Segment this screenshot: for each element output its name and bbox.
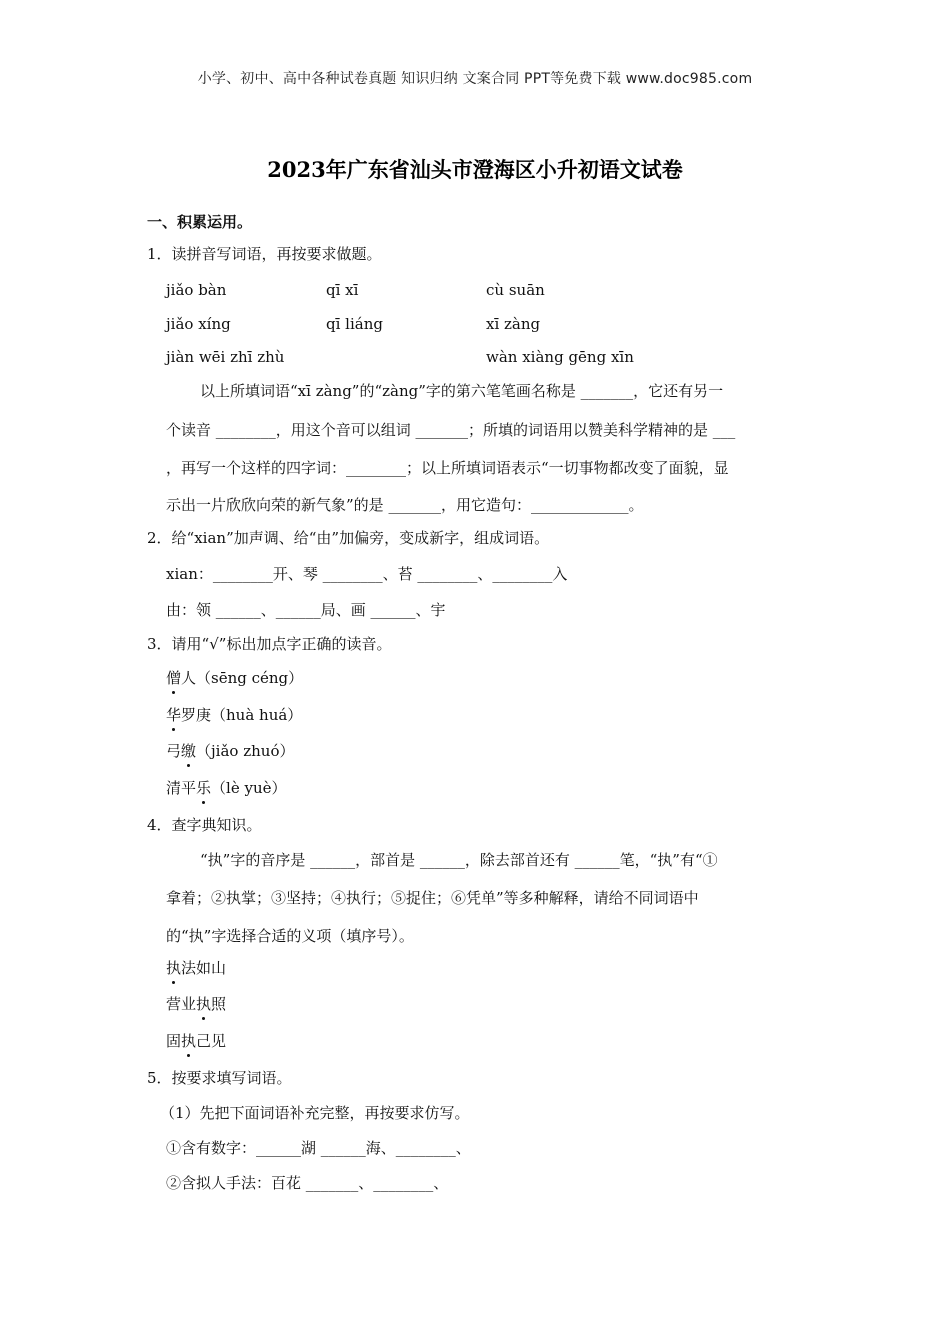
item-text: 弓 (166, 742, 182, 760)
item-text: 照 (211, 995, 227, 1013)
item-text: 人（sēng céng） (181, 669, 304, 687)
pinyin-cell: cù suān (486, 281, 545, 299)
item-text: 营业 (166, 995, 197, 1013)
item-text: 罗庚（huà huá） (181, 706, 303, 724)
question-1-text: 个读音 ________，用这个音可以组词 _______；所填的词语用以赞美科学精神的是 ___ (166, 421, 736, 439)
pinyin-cell: xī zàng (486, 315, 541, 333)
question-5-prompt: 5．按要求填写词语。 (147, 1069, 292, 1087)
question-1-text: ，再写一个这样的四字词：________；以上所填词语表示“一切事物都改变了面貌，显 (166, 459, 729, 477)
question-2-line: 由：领 ______、______局、画 ______、宇 (166, 601, 446, 619)
pinyin-cell: qī xī (326, 281, 359, 299)
question-1-text: 以上所填词语“xī zàng”的“zàng”字的第六笔笔画名称是 _______，它还有另一 (200, 382, 724, 400)
item-text: （lè yuè） (211, 779, 287, 797)
question-4-text: “执”字的音序是 ______，部首是 ______，除去部首还有 ______笔，“执”有“① (200, 851, 718, 869)
word-item (166, 958, 226, 978)
question-4-text: 的“执”字选择合适的义项（填序号）。 (166, 927, 414, 945)
question-4-prompt: 4．查字典知识。 (147, 816, 262, 834)
pinyin-cell: jiǎo xíng (166, 315, 231, 333)
question-5-sub: （1）先把下面词语补充完整，再按要求仿写。 (160, 1104, 470, 1122)
question-5-item: ①含有数字：______湖 ______海、________、 (166, 1139, 471, 1157)
reading-item (166, 705, 302, 725)
dotted-char: 缴 (181, 742, 197, 760)
question-3-prompt: 3．请用“√”标出加点字正确的读音。 (147, 635, 392, 653)
section-heading: 一、积累运用。 (147, 213, 253, 231)
reading-item (166, 741, 294, 761)
question-5-item: ②含拟人手法：百花 _______、________、 (166, 1174, 449, 1192)
reading-item (166, 778, 287, 798)
pinyin-cell: jiǎo bàn (166, 281, 227, 299)
word-item (166, 1031, 226, 1051)
reading-item (166, 668, 303, 688)
word-item (166, 994, 226, 1014)
item-text: 己见 (196, 1032, 227, 1050)
page-title: 2023年广东省汕头市澄海区小升初语文试卷 (267, 157, 683, 182)
dotted-char: 执 (181, 1032, 197, 1050)
pinyin-cell: qī liáng (326, 315, 383, 333)
pinyin-cell: wàn xiàng gēng xīn (486, 348, 634, 366)
item-text: 清平 (166, 779, 197, 797)
question-2-line: xian：________开、琴 ________、苔 ________、________入 (166, 565, 568, 583)
item-text: 法如山 (181, 959, 227, 977)
question-4-text: 拿着；②执掌；③坚持；④执行；⑤捉住；⑥凭单”等多种解释，请给不同词语中 (166, 889, 699, 907)
question-1-prompt: 1．读拼音写词语，再按要求做题。 (147, 245, 382, 263)
dotted-char: 僧 (166, 669, 182, 687)
dotted-char: 乐 (196, 779, 212, 797)
item-text: 固 (166, 1032, 182, 1050)
page-header: 小学、初中、高中各种试卷真题 知识归纳 文案合同 PPT等免费下载 www.doc985.com (197, 71, 753, 87)
dotted-char: 华 (166, 706, 182, 724)
dotted-char: 执 (166, 959, 182, 977)
dotted-char: 执 (196, 995, 212, 1013)
question-2-prompt: 2．给“xian”加声调、给“由”加偏旁，变成新字，组成词语。 (147, 529, 550, 547)
item-text: （jiǎo zhuó） (196, 742, 295, 760)
pinyin-cell: jiàn wēi zhī zhù (166, 348, 285, 366)
question-1-text: 示出一片欣欣向荣的新气象”的是 _______，用它造句：_____________。 (166, 496, 644, 514)
